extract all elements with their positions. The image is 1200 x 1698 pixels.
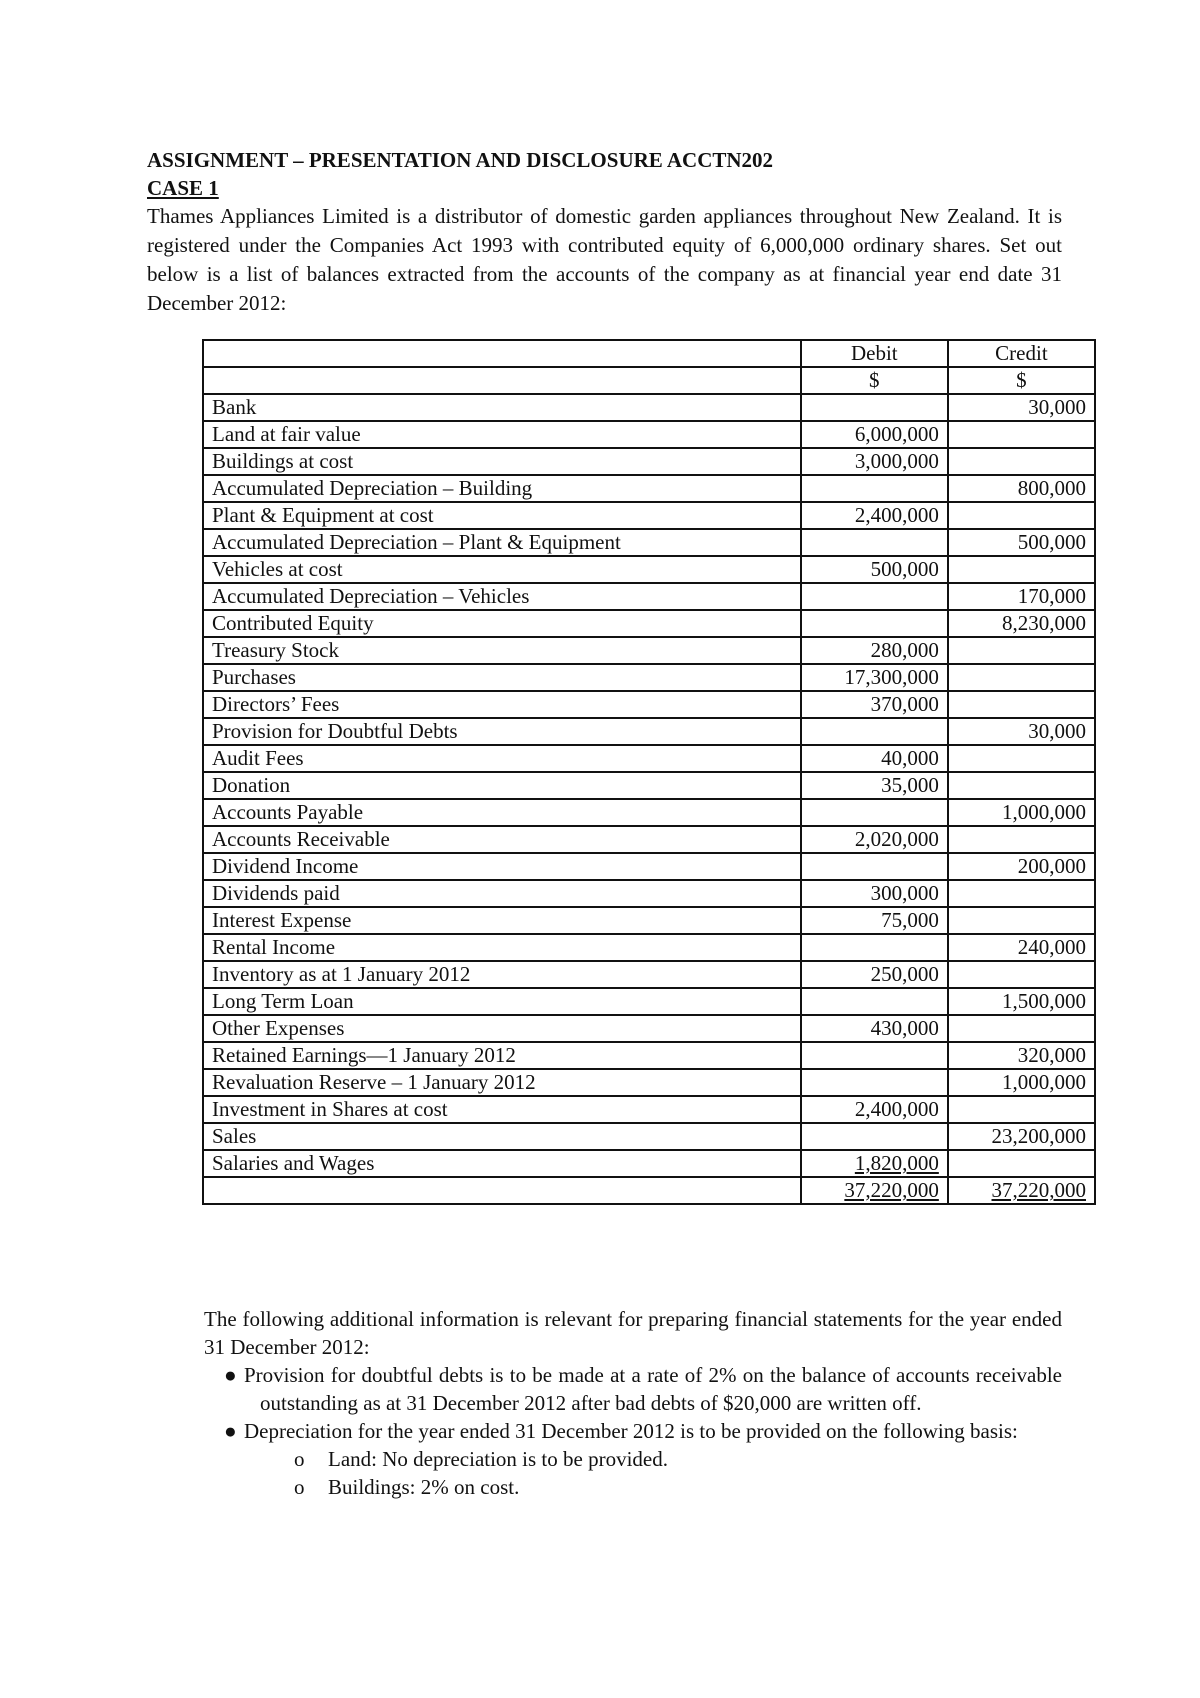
table-row xyxy=(203,448,1095,475)
sub-bullet-icon: o xyxy=(294,1475,305,1499)
account-name: Retained Earnings—1 January 2012 xyxy=(203,1042,801,1069)
debit-amount: 370,000 xyxy=(801,691,948,718)
credit-amount xyxy=(948,772,1095,799)
debit-amount xyxy=(801,1042,948,1069)
table-row xyxy=(203,934,1095,961)
table-row xyxy=(203,556,1095,583)
credit-amount xyxy=(948,448,1095,475)
header-credit: Credit xyxy=(948,340,1095,367)
table-row xyxy=(203,502,1095,529)
bullet-doubtful-debts xyxy=(204,1361,1062,1417)
table-row xyxy=(203,880,1095,907)
credit-amount xyxy=(948,502,1095,529)
header-blank-cell xyxy=(203,340,801,367)
table-row xyxy=(203,610,1095,637)
debit-amount: 3,000,000 xyxy=(801,448,948,475)
credit-amount xyxy=(948,556,1095,583)
sub-bullet-icon: o xyxy=(294,1447,305,1471)
debit-amount: 430,000 xyxy=(801,1015,948,1042)
debit-amount xyxy=(801,394,948,421)
credit-amount: 23,200,000 xyxy=(948,1123,1095,1150)
sub-bullet-land xyxy=(204,1445,1062,1473)
table-row xyxy=(203,988,1095,1015)
table-row xyxy=(203,475,1095,502)
debit-amount xyxy=(801,583,948,610)
table-row xyxy=(203,664,1095,691)
header-debit: Debit xyxy=(801,340,948,367)
credit-amount xyxy=(948,691,1095,718)
bullet-depreciation xyxy=(204,1417,1062,1445)
additional-information xyxy=(204,1305,1062,1501)
case-heading: CASE 1 xyxy=(147,176,219,200)
debit-amount: 500,000 xyxy=(801,556,948,583)
debit-amount xyxy=(801,475,948,502)
account-name: Plant & Equipment at cost xyxy=(203,502,801,529)
currency-debit: $ xyxy=(801,367,948,394)
sub-bullet-text: Land: No depreciation is to be provided. xyxy=(328,1447,668,1471)
debit-amount xyxy=(801,988,948,1015)
table-row xyxy=(203,1042,1095,1069)
account-name: Salaries and Wages xyxy=(203,1150,801,1177)
account-name: Bank xyxy=(203,394,801,421)
credit-amount: 30,000 xyxy=(948,718,1095,745)
account-name: Dividends paid xyxy=(203,880,801,907)
assignment-title: ASSIGNMENT – PRESENTATION AND DISCLOSURE ACCTN202 xyxy=(147,148,774,172)
debit-amount xyxy=(801,529,948,556)
account-name: Investment in Shares at cost xyxy=(203,1096,801,1123)
debit-amount: 17,300,000 xyxy=(801,664,948,691)
table-row xyxy=(203,421,1095,448)
credit-amount xyxy=(948,961,1095,988)
debit-amount xyxy=(801,799,948,826)
credit-amount xyxy=(948,664,1095,691)
debit-amount: 40,000 xyxy=(801,745,948,772)
currency-credit: $ xyxy=(948,367,1095,394)
credit-amount xyxy=(948,637,1095,664)
table-row xyxy=(203,583,1095,610)
credit-amount: 240,000 xyxy=(948,934,1095,961)
table-header-row xyxy=(203,340,1095,367)
credit-amount: 1,000,000 xyxy=(948,1069,1095,1096)
credit-amount: 1,000,000 xyxy=(948,799,1095,826)
account-name: Contributed Equity xyxy=(203,610,801,637)
account-name: Audit Fees xyxy=(203,745,801,772)
account-name: Sales xyxy=(203,1123,801,1150)
table-row xyxy=(203,394,1095,421)
bullet-text: Provision for doubtful debts is to be made at a rate of 2% on the balance of accounts receivable outstanding as at 31 December 2012 after bad debts of $20,000 are written off. xyxy=(244,1363,1062,1415)
debit-amount: 2,020,000 xyxy=(801,826,948,853)
account-name: Accumulated Depreciation – Plant & Equipment xyxy=(203,529,801,556)
account-name: Accounts Payable xyxy=(203,799,801,826)
table-row xyxy=(203,961,1095,988)
table-row xyxy=(203,799,1095,826)
account-name: Revaluation Reserve – 1 January 2012 xyxy=(203,1069,801,1096)
debit-amount: 300,000 xyxy=(801,880,948,907)
credit-amount xyxy=(948,880,1095,907)
account-name: Accounts Receivable xyxy=(203,826,801,853)
table-row xyxy=(203,907,1095,934)
debit-amount xyxy=(801,934,948,961)
credit-amount xyxy=(948,421,1095,448)
total-credit xyxy=(948,1177,1095,1204)
credit-amount xyxy=(948,1096,1095,1123)
sub-bullet-text: Buildings: 2% on cost. xyxy=(328,1475,520,1499)
table-row xyxy=(203,718,1095,745)
debit-amount-underlined: 1,820,000 xyxy=(854,1151,939,1175)
table-row xyxy=(203,1123,1095,1150)
account-name: Accumulated Depreciation – Vehicles xyxy=(203,583,801,610)
debit-amount: 2,400,000 xyxy=(801,1096,948,1123)
totals-row xyxy=(203,1177,1095,1204)
table-row xyxy=(203,853,1095,880)
account-name: Dividend Income xyxy=(203,853,801,880)
account-name: Vehicles at cost xyxy=(203,556,801,583)
document-page xyxy=(147,146,1062,318)
account-name: Other Expenses xyxy=(203,1015,801,1042)
table-row xyxy=(203,826,1095,853)
account-name: Provision for Doubtful Debts xyxy=(203,718,801,745)
table-row xyxy=(203,637,1095,664)
debit-amount xyxy=(801,1150,948,1177)
debit-amount xyxy=(801,718,948,745)
account-name: Long Term Loan xyxy=(203,988,801,1015)
currency-blank-cell xyxy=(203,367,801,394)
credit-amount: 170,000 xyxy=(948,583,1095,610)
debit-amount: 35,000 xyxy=(801,772,948,799)
credit-amount: 320,000 xyxy=(948,1042,1095,1069)
table-currency-row xyxy=(203,367,1095,394)
credit-amount: 200,000 xyxy=(948,853,1095,880)
table-row xyxy=(203,772,1095,799)
debit-amount xyxy=(801,1069,948,1096)
credit-amount xyxy=(948,907,1095,934)
table-row xyxy=(203,1096,1095,1123)
table-row xyxy=(203,529,1095,556)
table-row xyxy=(203,1069,1095,1096)
additional-lead: The following additional information is relevant for preparing financial statements for the year ended 31 December 2012: xyxy=(204,1307,1062,1359)
credit-amount: 30,000 xyxy=(948,394,1095,421)
account-name: Inventory as at 1 January 2012 xyxy=(203,961,801,988)
sub-bullet-buildings xyxy=(204,1473,1062,1501)
account-name: Purchases xyxy=(203,664,801,691)
total-debit xyxy=(801,1177,948,1204)
credit-amount: 8,230,000 xyxy=(948,610,1095,637)
account-name: Treasury Stock xyxy=(203,637,801,664)
credit-amount: 800,000 xyxy=(948,475,1095,502)
total-credit-value: 37,220,000 xyxy=(991,1178,1086,1202)
account-name: Land at fair value xyxy=(203,421,801,448)
credit-amount: 500,000 xyxy=(948,529,1095,556)
table-row xyxy=(203,745,1095,772)
intro-paragraph: Thames Appliances Limited is a distributor of domestic garden appliances throughout New Zealand. It is registered under the Companies Act 1993 with contributed equity of 6,000,000 ordinary shares. Set out below is a list of balances extracted from the accounts of the company as at financial year end date 31 December 2012: xyxy=(147,204,1062,315)
credit-amount xyxy=(948,1150,1095,1177)
total-debit-value: 37,220,000 xyxy=(844,1178,939,1202)
credit-amount xyxy=(948,745,1095,772)
bullet-dot-icon: ● xyxy=(224,1363,237,1387)
bullet-dot-icon: ● xyxy=(224,1419,237,1443)
debit-amount xyxy=(801,1123,948,1150)
debit-amount xyxy=(801,610,948,637)
debit-amount xyxy=(801,853,948,880)
account-name: Rental Income xyxy=(203,934,801,961)
credit-amount: 1,500,000 xyxy=(948,988,1095,1015)
table-row xyxy=(203,1150,1095,1177)
account-name: Buildings at cost xyxy=(203,448,801,475)
account-name: Directors’ Fees xyxy=(203,691,801,718)
debit-amount: 250,000 xyxy=(801,961,948,988)
account-name: Interest Expense xyxy=(203,907,801,934)
account-name: Accumulated Depreciation – Building xyxy=(203,475,801,502)
debit-amount: 6,000,000 xyxy=(801,421,948,448)
credit-amount xyxy=(948,826,1095,853)
credit-amount xyxy=(948,1015,1095,1042)
debit-amount: 75,000 xyxy=(801,907,948,934)
debit-amount: 2,400,000 xyxy=(801,502,948,529)
trial-balance-table xyxy=(202,339,1096,1205)
debit-amount: 280,000 xyxy=(801,637,948,664)
totals-blank-cell xyxy=(203,1177,801,1204)
table-row xyxy=(203,691,1095,718)
account-name: Donation xyxy=(203,772,801,799)
table-row xyxy=(203,1015,1095,1042)
bullet-text: Depreciation for the year ended 31 December 2012 is to be provided on the following basis: xyxy=(244,1419,1018,1443)
